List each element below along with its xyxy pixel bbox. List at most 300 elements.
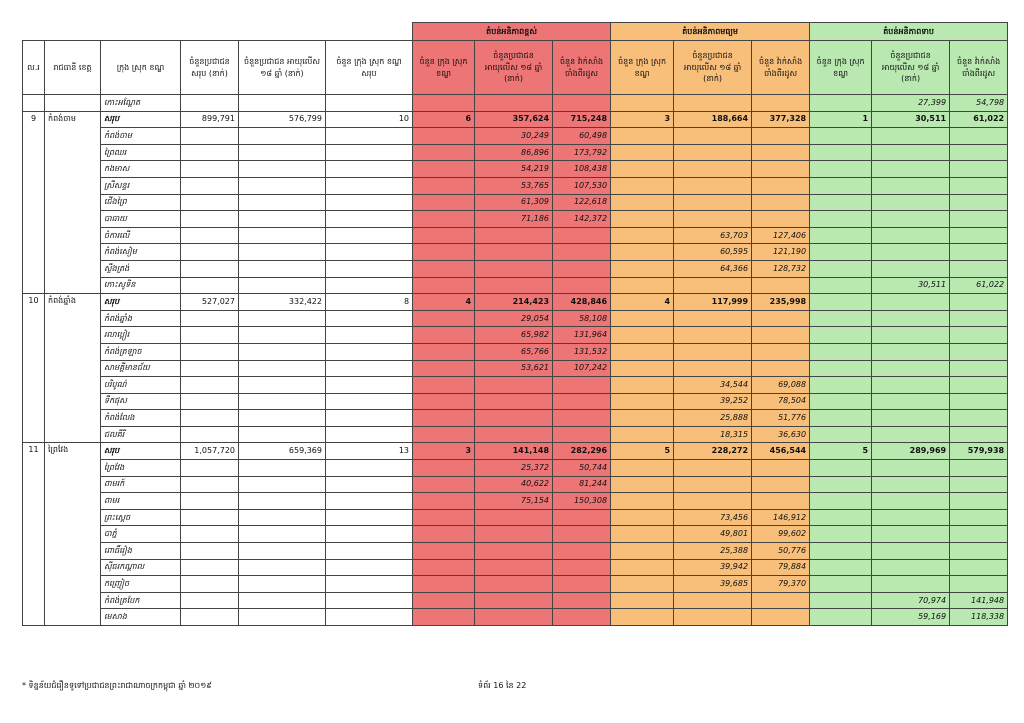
med-adult-cell: 39,252 bbox=[674, 393, 752, 410]
district-count-cell bbox=[326, 343, 413, 360]
low-doses-cell bbox=[950, 393, 1008, 410]
col-header-adult-pop: ចំនួនប្រជាជន អាយុលើស ១៨ ឆ្នាំ (នាក់) bbox=[239, 41, 326, 95]
med-doses-cell: 79,370 bbox=[752, 576, 810, 593]
low-count-cell bbox=[810, 194, 872, 211]
district-cell: សរុប bbox=[101, 111, 181, 128]
low-doses-cell bbox=[950, 310, 1008, 327]
low-doses-cell bbox=[950, 526, 1008, 543]
high-adult-cell bbox=[475, 260, 553, 277]
district-cell: សរុប bbox=[101, 294, 181, 311]
population-cell bbox=[181, 128, 239, 145]
adult-pop-cell bbox=[239, 592, 326, 609]
table-row bbox=[23, 95, 1008, 112]
med-doses-cell: 127,406 bbox=[752, 227, 810, 244]
med-count-cell bbox=[611, 609, 674, 626]
low-adult-cell bbox=[872, 194, 950, 211]
low-count-cell bbox=[810, 426, 872, 443]
table-row bbox=[23, 609, 1008, 626]
district-cell: បរិបូណ៌ bbox=[101, 377, 181, 394]
high-count-cell bbox=[413, 393, 475, 410]
low-adult-cell bbox=[872, 244, 950, 261]
low-doses-cell bbox=[950, 576, 1008, 593]
population-cell bbox=[181, 559, 239, 576]
low-doses-cell bbox=[950, 144, 1008, 161]
table-row bbox=[23, 327, 1008, 344]
col-header-high-doses: ចំនួន វ៉ាក់សាំង ចាំងពីរដូស bbox=[553, 41, 611, 95]
med-doses-cell bbox=[752, 360, 810, 377]
med-count-cell bbox=[611, 543, 674, 560]
low-doses-cell: 579,938 bbox=[950, 443, 1008, 460]
district-count-cell bbox=[326, 194, 413, 211]
high-adult-cell: 65,766 bbox=[475, 343, 553, 360]
high-doses-cell: 107,530 bbox=[553, 177, 611, 194]
high-count-cell bbox=[413, 327, 475, 344]
population-cell bbox=[181, 194, 239, 211]
med-adult-cell bbox=[674, 476, 752, 493]
high-doses-cell bbox=[553, 227, 611, 244]
low-doses-cell: 141,948 bbox=[950, 592, 1008, 609]
low-doses-cell: 118,338 bbox=[950, 609, 1008, 626]
high-count-cell bbox=[413, 526, 475, 543]
low-count-cell: 1 bbox=[810, 111, 872, 128]
med-count-cell bbox=[611, 460, 674, 477]
table-row bbox=[23, 260, 1008, 277]
med-doses-cell: 121,190 bbox=[752, 244, 810, 261]
high-adult-cell bbox=[475, 543, 553, 560]
low-doses-cell: 61,022 bbox=[950, 277, 1008, 294]
med-count-cell bbox=[611, 410, 674, 427]
high-count-cell bbox=[413, 177, 475, 194]
low-count-cell bbox=[810, 509, 872, 526]
high-adult-cell: 65,982 bbox=[475, 327, 553, 344]
table-row bbox=[23, 211, 1008, 228]
med-doses-cell bbox=[752, 144, 810, 161]
high-count-cell: 4 bbox=[413, 294, 475, 311]
district-count-cell bbox=[326, 211, 413, 228]
low-doses-cell bbox=[950, 476, 1008, 493]
med-adult-cell bbox=[674, 343, 752, 360]
high-adult-cell bbox=[475, 576, 553, 593]
district-count-cell bbox=[326, 559, 413, 576]
population-cell bbox=[181, 144, 239, 161]
low-adult-cell bbox=[872, 161, 950, 178]
low-adult-cell: 30,511 bbox=[872, 277, 950, 294]
high-count-cell bbox=[413, 343, 475, 360]
adult-pop-cell bbox=[239, 426, 326, 443]
high-doses-cell: 131,532 bbox=[553, 343, 611, 360]
high-count-cell bbox=[413, 426, 475, 443]
med-count-cell bbox=[611, 227, 674, 244]
table-row bbox=[23, 377, 1008, 394]
med-count-cell: 5 bbox=[611, 443, 674, 460]
high-count-cell bbox=[413, 592, 475, 609]
high-doses-cell: 50,744 bbox=[553, 460, 611, 477]
med-doses-cell bbox=[752, 95, 810, 112]
low-doses-cell bbox=[950, 294, 1008, 311]
district-count-cell bbox=[326, 592, 413, 609]
adult-pop-cell bbox=[239, 260, 326, 277]
table-row bbox=[23, 393, 1008, 410]
population-cell bbox=[181, 493, 239, 510]
high-doses-cell: 58,108 bbox=[553, 310, 611, 327]
high-adult-cell: 30,249 bbox=[475, 128, 553, 145]
med-adult-cell: 228,272 bbox=[674, 443, 752, 460]
high-count-cell bbox=[413, 260, 475, 277]
table-row bbox=[23, 310, 1008, 327]
district-count-cell bbox=[326, 360, 413, 377]
med-doses-cell: 78,504 bbox=[752, 393, 810, 410]
high-doses-cell bbox=[553, 576, 611, 593]
adult-pop-cell: 576,799 bbox=[239, 111, 326, 128]
adult-pop-cell bbox=[239, 476, 326, 493]
low-adult-cell bbox=[872, 559, 950, 576]
page-number: ទំព័រ 16 នៃ 22 bbox=[478, 681, 527, 690]
med-adult-cell bbox=[674, 194, 752, 211]
med-doses-cell bbox=[752, 194, 810, 211]
high-adult-cell bbox=[475, 377, 553, 394]
med-doses-cell: 128,732 bbox=[752, 260, 810, 277]
med-count-cell bbox=[611, 559, 674, 576]
population-cell bbox=[181, 509, 239, 526]
high-doses-cell bbox=[553, 543, 611, 560]
high-count-cell: 3 bbox=[413, 443, 475, 460]
adult-pop-cell bbox=[239, 360, 326, 377]
table-row bbox=[23, 194, 1008, 211]
province-cell bbox=[45, 95, 101, 112]
med-doses-cell: 456,544 bbox=[752, 443, 810, 460]
high-adult-cell bbox=[475, 559, 553, 576]
adult-pop-cell bbox=[239, 576, 326, 593]
low-count-cell bbox=[810, 393, 872, 410]
low-doses-cell bbox=[950, 410, 1008, 427]
adult-pop-cell bbox=[239, 211, 326, 228]
province-total-row bbox=[23, 294, 1008, 311]
med-adult-cell: 73,456 bbox=[674, 509, 752, 526]
high-doses-cell: 81,244 bbox=[553, 476, 611, 493]
population-cell bbox=[181, 393, 239, 410]
med-doses-cell: 36,630 bbox=[752, 426, 810, 443]
low-count-cell bbox=[810, 576, 872, 593]
low-count-cell bbox=[810, 377, 872, 394]
low-count-cell bbox=[810, 609, 872, 626]
med-doses-cell bbox=[752, 310, 810, 327]
med-count-cell bbox=[611, 144, 674, 161]
blank-cell bbox=[23, 23, 413, 41]
med-adult-cell: 188,664 bbox=[674, 111, 752, 128]
low-count-cell bbox=[810, 294, 872, 311]
med-adult-cell: 49,801 bbox=[674, 526, 752, 543]
high-doses-cell bbox=[553, 592, 611, 609]
adult-pop-cell bbox=[239, 95, 326, 112]
high-doses-cell bbox=[553, 260, 611, 277]
med-count-cell bbox=[611, 211, 674, 228]
adult-pop-cell bbox=[239, 377, 326, 394]
low-doses-cell bbox=[950, 327, 1008, 344]
population-cell bbox=[181, 343, 239, 360]
col-header-low-doses: ចំនួន វ៉ាក់សាំង ចាំងពីរដូស bbox=[950, 41, 1008, 95]
table-row bbox=[23, 509, 1008, 526]
low-adult-cell bbox=[872, 327, 950, 344]
low-count-cell bbox=[810, 343, 872, 360]
low-adult-cell bbox=[872, 426, 950, 443]
table-row bbox=[23, 592, 1008, 609]
high-adult-cell bbox=[475, 426, 553, 443]
district-cell: ស៊ីធរកណ្ដាល bbox=[101, 559, 181, 576]
district-cell: កំពង់សៀម bbox=[101, 244, 181, 261]
district-count-cell bbox=[326, 327, 413, 344]
district-cell: ពាមរ bbox=[101, 493, 181, 510]
low-count-cell bbox=[810, 559, 872, 576]
adult-pop-cell bbox=[239, 128, 326, 145]
low-count-cell bbox=[810, 144, 872, 161]
high-doses-cell bbox=[553, 426, 611, 443]
col-header-med-adult: ចំនួនប្រជាជន អាយុលើស ១៨ ឆ្នាំ (នាក់) bbox=[674, 41, 752, 95]
med-doses-cell: 146,912 bbox=[752, 509, 810, 526]
med-doses-cell bbox=[752, 493, 810, 510]
med-adult-cell bbox=[674, 161, 752, 178]
med-adult-cell: 34,544 bbox=[674, 377, 752, 394]
low-adult-cell bbox=[872, 377, 950, 394]
table-row bbox=[23, 476, 1008, 493]
adult-pop-cell bbox=[239, 493, 326, 510]
med-doses-cell: 99,602 bbox=[752, 526, 810, 543]
med-count-cell bbox=[611, 277, 674, 294]
med-adult-cell bbox=[674, 360, 752, 377]
med-adult-cell: 39,685 bbox=[674, 576, 752, 593]
district-count-cell bbox=[326, 95, 413, 112]
population-cell bbox=[181, 426, 239, 443]
group-header-row bbox=[23, 23, 1008, 41]
adult-pop-cell: 659,369 bbox=[239, 443, 326, 460]
adult-pop-cell: 332,422 bbox=[239, 294, 326, 311]
high-count-cell bbox=[413, 377, 475, 394]
population-cell bbox=[181, 576, 239, 593]
province-cell: កំពង់ឆ្នាំង bbox=[45, 294, 101, 443]
med-doses-cell: 51,776 bbox=[752, 410, 810, 427]
district-count-cell bbox=[326, 277, 413, 294]
high-doses-cell bbox=[553, 95, 611, 112]
table-row bbox=[23, 343, 1008, 360]
high-count-cell bbox=[413, 310, 475, 327]
high-doses-cell bbox=[553, 410, 611, 427]
high-doses-cell bbox=[553, 277, 611, 294]
row-number-cell: 9 bbox=[23, 111, 45, 294]
province-total-row bbox=[23, 111, 1008, 128]
district-count-cell bbox=[326, 543, 413, 560]
low-count-cell bbox=[810, 327, 872, 344]
adult-pop-cell bbox=[239, 609, 326, 626]
med-doses-cell bbox=[752, 592, 810, 609]
med-count-cell bbox=[611, 177, 674, 194]
district-count-cell bbox=[326, 144, 413, 161]
adult-pop-cell bbox=[239, 310, 326, 327]
med-adult-cell: 18,315 bbox=[674, 426, 752, 443]
med-count-cell bbox=[611, 360, 674, 377]
district-cell: សាមគ្គីមានជ័យ bbox=[101, 360, 181, 377]
population-cell: 527,027 bbox=[181, 294, 239, 311]
low-count-cell: 5 bbox=[810, 443, 872, 460]
high-doses-cell: 107,242 bbox=[553, 360, 611, 377]
med-doses-cell bbox=[752, 211, 810, 228]
high-doses-cell: 428,846 bbox=[553, 294, 611, 311]
med-count-cell: 4 bbox=[611, 294, 674, 311]
high-adult-cell bbox=[475, 509, 553, 526]
med-doses-cell bbox=[752, 460, 810, 477]
high-doses-cell bbox=[553, 559, 611, 576]
district-count-cell bbox=[326, 227, 413, 244]
low-count-cell bbox=[810, 543, 872, 560]
district-cell: ចំការលើ bbox=[101, 227, 181, 244]
low-count-cell bbox=[810, 277, 872, 294]
district-cell: បាធាយ bbox=[101, 211, 181, 228]
col-header-med-doses: ចំនួន វ៉ាក់សាំង ចាំងពីរដូស bbox=[752, 41, 810, 95]
col-header-no: ល.រ bbox=[23, 41, 45, 95]
table-row bbox=[23, 493, 1008, 510]
high-doses-cell: 282,296 bbox=[553, 443, 611, 460]
district-cell: បាភ្នំ bbox=[101, 526, 181, 543]
med-adult-cell: 25,888 bbox=[674, 410, 752, 427]
low-adult-cell: 289,969 bbox=[872, 443, 950, 460]
district-cell: កំពង់ចាម bbox=[101, 128, 181, 145]
med-doses-cell: 69,088 bbox=[752, 377, 810, 394]
population-cell bbox=[181, 227, 239, 244]
med-doses-cell bbox=[752, 327, 810, 344]
low-adult-cell bbox=[872, 360, 950, 377]
medium-zone-header: តំបន់អនិភាពមធ្យម bbox=[611, 23, 810, 41]
low-adult-cell: 30,511 bbox=[872, 111, 950, 128]
low-doses-cell bbox=[950, 493, 1008, 510]
table-row bbox=[23, 244, 1008, 261]
med-doses-cell bbox=[752, 343, 810, 360]
population-cell bbox=[181, 161, 239, 178]
high-adult-cell: 214,423 bbox=[475, 294, 553, 311]
high-count-cell bbox=[413, 277, 475, 294]
low-doses-cell bbox=[950, 543, 1008, 560]
med-doses-cell bbox=[752, 277, 810, 294]
low-adult-cell bbox=[872, 410, 950, 427]
col-header-med-count: ចំនួន ក្រុង ស្រុក ខណ្ឌ bbox=[611, 41, 674, 95]
district-cell: កោះសូទិន bbox=[101, 277, 181, 294]
district-cell: កំពង់ឆ្នាំង bbox=[101, 310, 181, 327]
low-adult-cell bbox=[872, 144, 950, 161]
med-adult-cell: 64,366 bbox=[674, 260, 752, 277]
low-count-cell bbox=[810, 526, 872, 543]
table-row bbox=[23, 128, 1008, 145]
high-adult-cell: 25,372 bbox=[475, 460, 553, 477]
med-adult-cell bbox=[674, 460, 752, 477]
med-doses-cell: 235,998 bbox=[752, 294, 810, 311]
district-count-cell bbox=[326, 177, 413, 194]
low-count-cell bbox=[810, 177, 872, 194]
low-adult-cell: 27,399 bbox=[872, 95, 950, 112]
table-row bbox=[23, 161, 1008, 178]
med-doses-cell: 50,776 bbox=[752, 543, 810, 560]
high-adult-cell: 357,624 bbox=[475, 111, 553, 128]
med-adult-cell bbox=[674, 128, 752, 145]
district-cell: កងមាស bbox=[101, 161, 181, 178]
med-count-cell bbox=[611, 509, 674, 526]
high-count-cell bbox=[413, 460, 475, 477]
low-doses-cell bbox=[950, 244, 1008, 261]
high-count-cell bbox=[413, 144, 475, 161]
low-doses-cell bbox=[950, 211, 1008, 228]
med-adult-cell: 117,999 bbox=[674, 294, 752, 311]
adult-pop-cell bbox=[239, 410, 326, 427]
high-count-cell bbox=[413, 559, 475, 576]
high-zone-header: តំបន់អនិភាពខ្ពស់ bbox=[413, 23, 611, 41]
med-adult-cell: 25,388 bbox=[674, 543, 752, 560]
adult-pop-cell bbox=[239, 177, 326, 194]
low-zone-header: តំបន់អនិភាពទាប bbox=[810, 23, 1008, 41]
col-header-high-adult: ចំនួនប្រជាជន អាយុលើស ១៨ ឆ្នាំ (នាក់) bbox=[475, 41, 553, 95]
med-doses-cell: 79,884 bbox=[752, 559, 810, 576]
low-count-cell bbox=[810, 95, 872, 112]
high-doses-cell: 60,498 bbox=[553, 128, 611, 145]
high-doses-cell bbox=[553, 526, 611, 543]
high-adult-cell: 61,309 bbox=[475, 194, 553, 211]
low-doses-cell bbox=[950, 194, 1008, 211]
low-doses-cell bbox=[950, 128, 1008, 145]
high-doses-cell bbox=[553, 609, 611, 626]
high-doses-cell bbox=[553, 509, 611, 526]
med-adult-cell bbox=[674, 277, 752, 294]
population-cell bbox=[181, 277, 239, 294]
district-cell: ស្ទឹងត្រង់ bbox=[101, 260, 181, 277]
med-doses-cell bbox=[752, 128, 810, 145]
high-adult-cell bbox=[475, 244, 553, 261]
table-row bbox=[23, 460, 1008, 477]
high-doses-cell: 715,248 bbox=[553, 111, 611, 128]
high-adult-cell: 141,148 bbox=[475, 443, 553, 460]
high-adult-cell bbox=[475, 277, 553, 294]
low-doses-cell bbox=[950, 260, 1008, 277]
high-adult-cell: 86,896 bbox=[475, 144, 553, 161]
district-count-cell: 8 bbox=[326, 294, 413, 311]
low-adult-cell bbox=[872, 227, 950, 244]
low-doses-cell: 54,798 bbox=[950, 95, 1008, 112]
table-row bbox=[23, 543, 1008, 560]
col-header-high-count: ចំនួន ក្រុង ស្រុក ខណ្ឌ bbox=[413, 41, 475, 95]
district-count-cell bbox=[326, 128, 413, 145]
low-adult-cell bbox=[872, 476, 950, 493]
med-count-cell bbox=[611, 310, 674, 327]
adult-pop-cell bbox=[239, 327, 326, 344]
med-count-cell bbox=[611, 476, 674, 493]
table-row bbox=[23, 426, 1008, 443]
med-adult-cell: 60,595 bbox=[674, 244, 752, 261]
high-count-cell bbox=[413, 211, 475, 228]
high-count-cell bbox=[413, 194, 475, 211]
population-cell bbox=[181, 177, 239, 194]
province-total-row bbox=[23, 443, 1008, 460]
med-adult-cell bbox=[674, 327, 752, 344]
district-count-cell bbox=[326, 493, 413, 510]
high-count-cell bbox=[413, 161, 475, 178]
population-cell bbox=[181, 410, 239, 427]
low-adult-cell bbox=[872, 543, 950, 560]
high-adult-cell: 75,154 bbox=[475, 493, 553, 510]
high-adult-cell bbox=[475, 95, 553, 112]
high-adult-cell bbox=[475, 592, 553, 609]
province-cell: ព្រៃវែង bbox=[45, 443, 101, 626]
low-adult-cell bbox=[872, 343, 950, 360]
med-count-cell bbox=[611, 576, 674, 593]
population-cell bbox=[181, 360, 239, 377]
high-adult-cell: 71,186 bbox=[475, 211, 553, 228]
district-count-cell bbox=[326, 410, 413, 427]
med-count-cell bbox=[611, 343, 674, 360]
med-adult-cell bbox=[674, 211, 752, 228]
